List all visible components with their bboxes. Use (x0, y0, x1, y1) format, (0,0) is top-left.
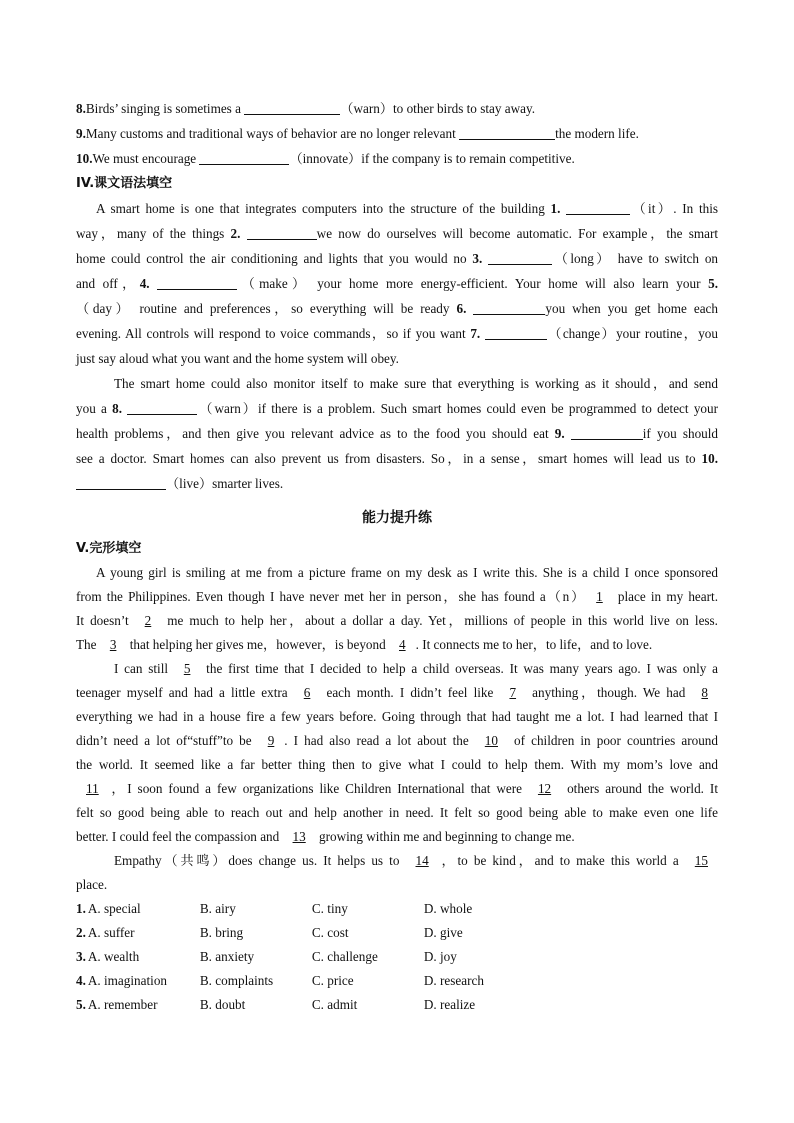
section-5-title: V.完形填空 (76, 541, 142, 556)
cloze-text: teenager myself and had a little extra (76, 685, 294, 700)
grammar-blank-1[interactable] (566, 200, 630, 215)
option-row (76, 921, 718, 945)
passage-line: you a 8. （warn）if there is a problem. Such smart homes could even be programmed to detect your (76, 401, 718, 416)
question-8: 8.Birds’ singing is sometimes a （warn）to other birds to stay away. (76, 101, 535, 116)
cloze-text: each month. I didn’t feel like (320, 685, 500, 700)
grammar-blank-7[interactable] (485, 325, 547, 340)
cloze-line (76, 777, 718, 801)
cloze-text: the world. It seemed like a far better thing then to give what I could to help them. With my mom’s love and (76, 757, 718, 772)
option-c[interactable]: C. cost (311, 925, 349, 940)
option-d[interactable]: D. joy (423, 949, 457, 964)
option-b[interactable]: B. anxiety (199, 949, 255, 964)
option-b[interactable]: B. airy (199, 901, 236, 916)
option-b[interactable]: B. doubt (199, 997, 246, 1012)
passage-line: just say aloud what you want and the home system will obey. (76, 351, 399, 366)
option-row (76, 993, 718, 1017)
option-d[interactable]: D. realize (423, 997, 476, 1012)
passage-line: evening. All controls will respond to voice commands，so if you want 7. （change）your routine，you (76, 326, 718, 341)
cloze-line (76, 753, 718, 777)
question-9: 9.Many customs and traditional ways of behavior are no longer relevant the modern life. (76, 126, 639, 141)
option-d[interactable]: D. whole (423, 901, 473, 916)
option-row (76, 969, 718, 993)
question-number: 3. (76, 949, 86, 964)
cloze-text: place. (76, 877, 108, 892)
cloze-blank[interactable]: 9 (267, 733, 275, 748)
cloze-text: place in my heart. (612, 589, 718, 604)
cloze-text: growing within me and beginning to change me. (315, 829, 575, 844)
question-number: 1. (76, 901, 86, 916)
option-d[interactable]: D. research (423, 973, 484, 988)
cloze-blank[interactable]: 3 (109, 637, 117, 652)
option-a[interactable]: A. imagination (87, 973, 168, 988)
passage-line: （day） routine and preferences，so everything will be ready 6. you when you get home each (76, 301, 718, 316)
cloze-text: of children in poor countries around (507, 733, 718, 748)
question-number: 2. (76, 925, 86, 940)
answer-blank-8[interactable] (244, 100, 340, 115)
cloze-blank[interactable]: 8 (701, 685, 709, 700)
grammar-blank-4[interactable] (157, 275, 237, 290)
option-row (76, 945, 718, 969)
passage-line: （live）smarter lives. (76, 471, 718, 496)
grammar-blank-9[interactable] (571, 425, 643, 440)
cloze-line (76, 681, 718, 705)
cloze-text: others around the world. It (561, 781, 718, 796)
section-heading: 能力提升练 (362, 510, 432, 526)
cloze-text: I can still (114, 661, 174, 676)
cloze-blank[interactable]: 5 (183, 661, 191, 676)
grammar-blank-6[interactable] (473, 300, 545, 315)
passage-line: A smart home is one that integrates computers into the structure of the building 1. （it）. In this (96, 201, 718, 216)
passage-line: home could control the air conditioning and lights that you would no 3. （long） have to switch on (76, 251, 719, 266)
cloze-text: from the Philippines. Even though I have never met her in person，she has found a（n） (76, 589, 587, 604)
option-c[interactable]: C. challenge (311, 949, 378, 964)
cloze-blank[interactable]: 10 (484, 733, 498, 748)
cloze-text: The (76, 637, 100, 652)
cloze-line (76, 705, 718, 729)
answer-blank-10[interactable] (199, 150, 289, 165)
cloze-passage (76, 561, 718, 897)
cloze-blank[interactable]: 6 (303, 685, 311, 700)
cloze-line (76, 561, 718, 585)
option-a[interactable]: A. special (87, 901, 141, 916)
cloze-text: . I had also read a lot about the (284, 733, 475, 748)
option-d[interactable]: D. give (423, 925, 463, 940)
cloze-text: the first time that I decided to help a child overseas. It was many years ago. I was only a (200, 661, 718, 676)
cloze-line (76, 585, 718, 609)
cloze-text: me much to help her，about a dollar a day. Yet，millions of people in this world live on less. (161, 613, 718, 628)
cloze-blank[interactable]: 7 (509, 685, 517, 700)
cloze-text: anything，though. We had (526, 685, 692, 700)
passage-line: The smart home could also monitor itself to make sure that everything is working as it should，and send (114, 376, 718, 391)
cloze-blank[interactable]: 14 (415, 853, 429, 868)
worksheet-content (76, 96, 718, 1017)
cloze-line (76, 849, 718, 873)
cloze-text: It doesn’t (76, 613, 135, 628)
cloze-text: felt so good being able to reach out and help another in need. It felt so good being able to make even one life (76, 805, 718, 820)
option-c[interactable]: C. price (311, 973, 354, 988)
cloze-text: didn’t need a lot of“stuff”to be (76, 733, 258, 748)
passage-line: way，many of the things 2. we now do ourselves will become automatic. For example，the smart (76, 226, 719, 241)
cloze-blank[interactable]: 13 (292, 829, 306, 844)
cloze-text: . It connects me to her，to life，and to love. (415, 637, 653, 652)
cloze-line (76, 729, 718, 753)
cloze-text: ，I soon found a few organizations like Children International that were (108, 781, 528, 796)
options-list (76, 897, 718, 1017)
cloze-blank[interactable]: 4 (399, 637, 406, 652)
cloze-blank[interactable]: 12 (537, 781, 552, 796)
option-row (76, 897, 718, 921)
passage-line: and off，4. （make） your home more energy-efficient. Your home will also learn your 5. (76, 276, 718, 291)
cloze-text: Empathy（共鸣）does change us. It helps us to (114, 853, 406, 868)
cloze-line (76, 609, 718, 633)
section-4-title: IV.课文语法填空 (76, 176, 173, 191)
cloze-text: that helping her gives me，however，is beyond (126, 637, 389, 652)
option-a[interactable]: A. wealth (87, 949, 140, 964)
option-c[interactable]: C. admit (311, 997, 358, 1012)
grammar-blank-8[interactable] (127, 400, 197, 415)
cloze-line (76, 633, 718, 657)
question-10: 10.We must encourage （innovate）if the company is to remain competitive. (76, 151, 575, 166)
cloze-text: everything we had in a house fire a few years before. Going through that had taught me a lot. I had learned that I (76, 709, 718, 724)
option-b[interactable]: B. bring (199, 925, 244, 940)
passage-line: health problems，and then give you relevant advice as to the food you should eat 9. if you should (76, 426, 719, 441)
cloze-blank[interactable]: 2 (144, 613, 152, 628)
cloze-line (76, 657, 718, 681)
option-a[interactable]: A. remember (87, 997, 158, 1012)
cloze-text: A young girl is smiling at me from a picture frame on my desk as I write this. She is a child I once sponsored (96, 565, 718, 580)
passage-line: see a doctor. Smart homes can also prevent us from disasters. So，in a sense，smart homes will lead us to 10. (76, 451, 718, 466)
grammar-blank-3[interactable] (488, 250, 552, 265)
question-number: 5. (76, 997, 86, 1012)
question-number: 4. (76, 973, 86, 988)
option-c[interactable]: C. tiny (311, 901, 348, 916)
cloze-blank[interactable]: 15 (694, 853, 708, 868)
cloze-line (76, 801, 718, 825)
cloze-line (76, 825, 718, 849)
cloze-line (76, 873, 718, 897)
cloze-blank[interactable]: 1 (596, 589, 603, 604)
cloze-text: ，to be kind，and to make this world a (438, 853, 685, 868)
option-b[interactable]: B. complaints (199, 973, 274, 988)
cloze-text: better. I could feel the compassion and (76, 829, 283, 844)
grammar-blank-10[interactable] (76, 475, 166, 490)
answer-blank-9[interactable] (459, 125, 555, 140)
option-a[interactable]: A. suffer (87, 925, 135, 940)
cloze-blank[interactable]: 11 (86, 781, 99, 796)
grammar-blank-2[interactable] (247, 225, 317, 240)
